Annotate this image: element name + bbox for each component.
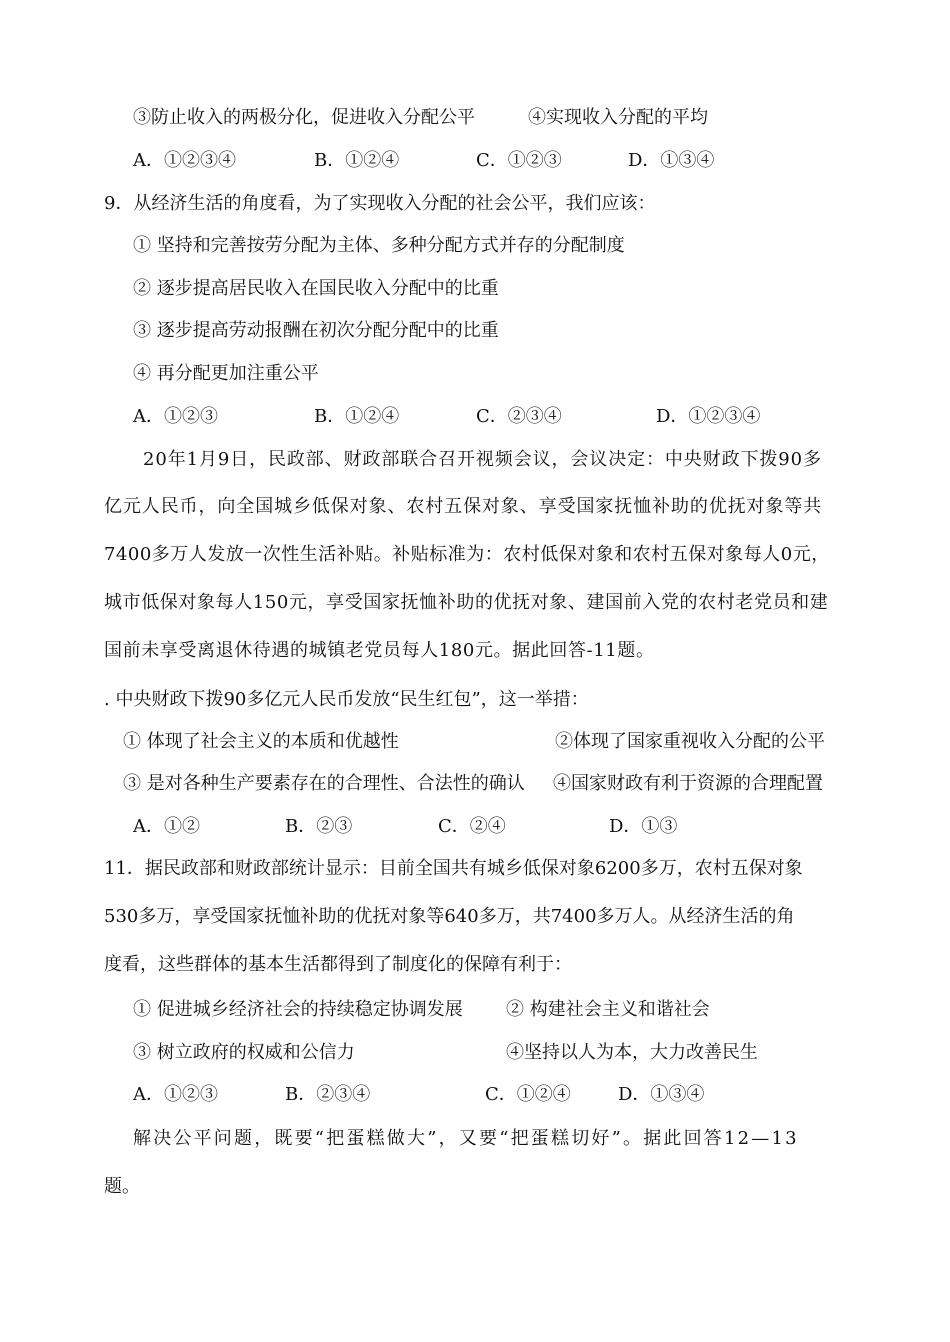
q9-option-1: ① 坚持和完善按劳分配为主体、多种分配方式并存的分配制度 <box>133 235 625 256</box>
material2-line-1: 解决公平问题，既要“把蛋糕做大”，又要“把蛋糕切好”。据此回答12—13 <box>133 1128 799 1149</box>
q10-option-3: ③ 是对各种生产要素存在的合理性、合法性的确认 <box>123 773 525 794</box>
q8-option-3: ③防止收入的两极分化，促进收入分配公平 <box>133 107 475 128</box>
q8-choice-a: A．①②③④ <box>133 150 236 171</box>
q10-choice-d: D．①③ <box>609 816 678 837</box>
material1-line-5: 国前未享受离退休待遇的城镇老党员每人180元。据此回答-11题。 <box>104 640 655 661</box>
q10-choice-b: B．②③ <box>285 816 353 837</box>
q8-option-4: ④实现收入分配的平均 <box>528 107 708 128</box>
q10-option-1: ① 体现了社会主义的本质和优越性 <box>123 731 399 752</box>
q10-choice-a: A．①② <box>133 816 200 837</box>
q11-choice-a: A．①②③ <box>133 1084 218 1105</box>
q11-option-4: ④坚持以人为本，大力改善民生 <box>506 1042 758 1063</box>
q10-stem: . 中央财政下拨90多亿元人民币发放“民生红包”，这一举措： <box>104 689 589 710</box>
q11-option-3: ③ 树立政府的权威和公信力 <box>133 1042 355 1063</box>
q11-choice-d: D．①③④ <box>618 1084 705 1105</box>
material2-line-2: 题。 <box>104 1176 140 1197</box>
q9-option-4: ④ 再分配更加注重公平 <box>133 363 319 384</box>
q11-stem-line-2: 530多万，享受国家抚恤补助的优抚对象等640多万，共7400多万人。从经济生活的角 <box>104 906 795 927</box>
material1-line-2: 亿元人民币，向全国城乡低保对象、农村五保对象、享受国家抚恤补助的优抚对象等共 <box>104 496 823 517</box>
q8-choice-b: B．①②④ <box>314 150 400 171</box>
q9-option-2: ② 逐步提高居民收入在国民收入分配中的比重 <box>133 278 499 299</box>
q9-choice-b: B．①②④ <box>314 406 400 427</box>
q9-choice-a: A．①②③ <box>133 406 218 427</box>
material1-line-1: 20年1月9日，民政部、财政部联合召开视频会议，会议决定：中央财政下拨90多 <box>143 449 822 470</box>
q10-option-2: ②体现了国家重视收入分配的公平 <box>555 731 825 752</box>
q11-stem-line-1: 11．据民政部和财政部统计显示：目前全国共有城乡低保对象6200多万，农村五保对象 <box>104 858 803 879</box>
q11-option-2: ② 构建社会主义和谐社会 <box>506 999 710 1020</box>
q9-stem: 9．从经济生活的角度看，为了实现收入分配的社会公平，我们应该： <box>104 193 656 214</box>
material1-line-4: 城市低保对象每人150元，享受国家抚恤补助的优抚对象、建国前入党的农村老党员和建 <box>104 592 829 613</box>
q11-choice-b: B．②③④ <box>285 1084 371 1105</box>
q9-option-3: ③ 逐步提高劳动报酬在初次分配分配中的比重 <box>133 320 499 341</box>
q11-stem-line-3: 度看，这些群体的基本生活都得到了制度化的保障有利于： <box>104 954 572 975</box>
q11-option-1: ① 促进城乡经济社会的持续稳定协调发展 <box>133 999 463 1020</box>
material1-line-3: 7400多万人发放一次性生活补贴。补贴标准为：农村低保对象和农村五保对象每人0元， <box>104 544 830 565</box>
q9-choice-c: C．②③④ <box>476 406 562 427</box>
q9-choice-d: D．①②③④ <box>656 406 761 427</box>
q11-choice-c: C．①②④ <box>485 1084 571 1105</box>
q8-choice-c: C．①②③ <box>476 150 562 171</box>
q8-choice-d: D．①③④ <box>628 150 715 171</box>
q10-choice-c: C．②④ <box>438 816 506 837</box>
q10-option-4: ④国家财政有利于资源的合理配置 <box>553 773 823 794</box>
